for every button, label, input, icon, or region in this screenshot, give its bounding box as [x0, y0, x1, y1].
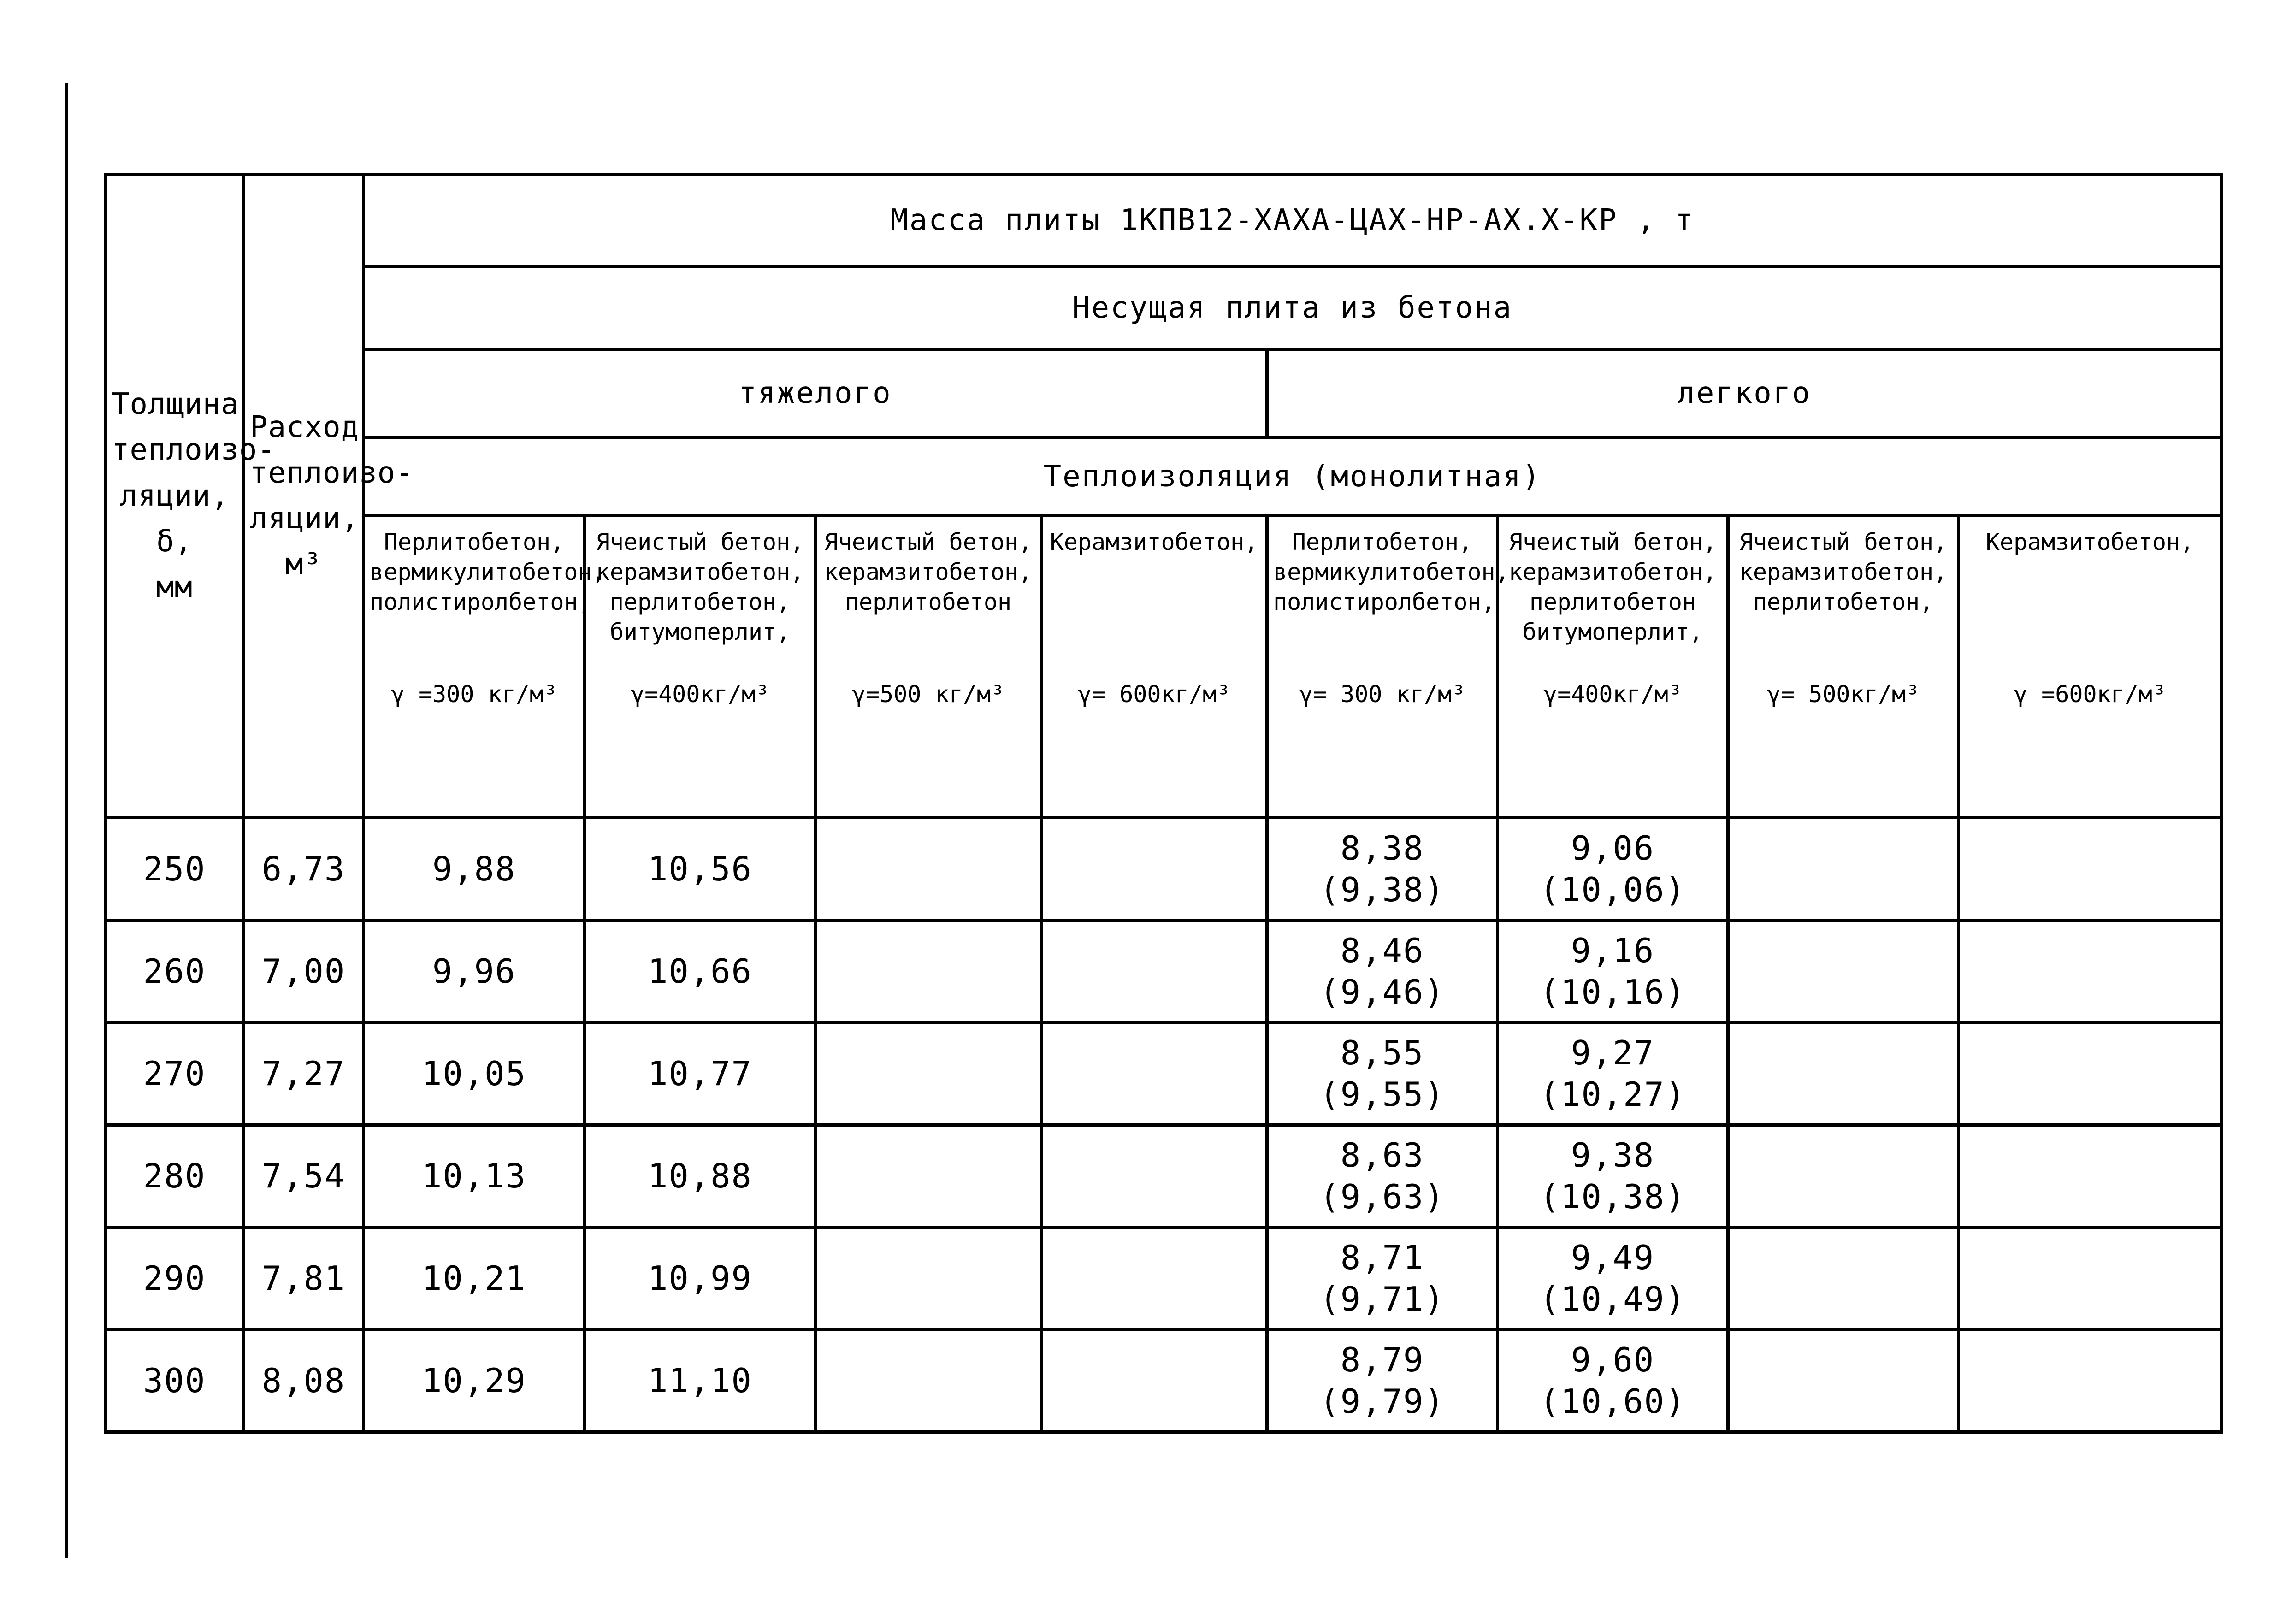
mass-cell	[815, 1125, 1041, 1227]
mass-cell: 10,66	[585, 920, 815, 1022]
thickness-cell: 280	[106, 1125, 244, 1227]
mass-cell	[1959, 1125, 2221, 1227]
mass-cell: 9,88	[364, 818, 585, 920]
mass-cell: 9,60 (10,60)	[1498, 1329, 1728, 1432]
mass-cell: 9,49 (10,49)	[1498, 1227, 1728, 1329]
mass-cell	[815, 920, 1041, 1022]
material-header: Перлитобетон, вермикулитобетон, полистиролбетон, γ =300 кг/м³	[364, 516, 585, 818]
table-row	[106, 1022, 2221, 1125]
consumption-cell: 7,54	[244, 1125, 364, 1227]
mass-cell	[815, 1329, 1041, 1432]
thickness-cell: 250	[106, 818, 244, 920]
heavy-concrete-header: тяжелого	[364, 350, 1267, 437]
light-concrete-header: легкого	[1267, 350, 2221, 437]
consumption-header: Расход теплоизо- ляции, м³	[244, 175, 364, 818]
mass-cell: 10,21	[364, 1227, 585, 1329]
table-row	[106, 1329, 2221, 1432]
mass-cell: 10,88	[585, 1125, 815, 1227]
material-header: Ячеистый бетон, керамзитобетон, перлитобетон, битумоперлит, γ=400кг/м³	[585, 516, 815, 818]
mass-cell	[1728, 920, 1959, 1022]
mass-cell	[1728, 1125, 1959, 1227]
material-header: Ячеистый бетон, керамзитобетон, перлитобетон γ=500 кг/м³	[815, 516, 1041, 818]
mass-cell: 9,06 (10,06)	[1498, 818, 1728, 920]
mass-cell: 9,16 (10,16)	[1498, 920, 1728, 1022]
mass-cell: 8,63 (9,63)	[1267, 1125, 1498, 1227]
mass-cell	[1728, 1329, 1959, 1432]
mass-cell: 11,10	[585, 1329, 815, 1432]
mass-cell: 10,13	[364, 1125, 585, 1227]
mass-cell: 9,96	[364, 920, 585, 1022]
material-header: Ячеистый бетон, керамзитобетон, перлитобетон, γ= 500кг/м³	[1728, 516, 1959, 818]
table-row	[106, 1227, 2221, 1329]
consumption-cell: 6,73	[244, 818, 364, 920]
mass-cell	[1041, 1329, 1267, 1432]
material-header: Керамзитобетон, γ= 600кг/м³	[1041, 516, 1267, 818]
mass-cell	[1959, 1329, 2221, 1432]
mass-cell: 10,99	[585, 1227, 815, 1329]
mass-cell	[1041, 1227, 1267, 1329]
material-header: Керамзитобетон, γ =600кг/м³	[1959, 516, 2221, 818]
carrier-plate-header: Несущая плита из бетона	[364, 267, 2221, 350]
mass-cell: 8,79 (9,79)	[1267, 1329, 1498, 1432]
mass-cell	[815, 818, 1041, 920]
consumption-cell: 7,00	[244, 920, 364, 1022]
thickness-cell: 290	[106, 1227, 244, 1329]
mass-cell	[1959, 920, 2221, 1022]
mass-cell: 8,71 (9,71)	[1267, 1227, 1498, 1329]
mass-cell	[815, 1227, 1041, 1329]
mass-cell	[1041, 920, 1267, 1022]
mass-cell	[1041, 818, 1267, 920]
mass-cell	[1041, 1125, 1267, 1227]
material-header: Ячеистый бетон, керамзитобетон, перлитобетон битумоперлит, γ=400кг/м³	[1498, 516, 1728, 818]
mass-cell: 10,05	[364, 1022, 585, 1125]
mass-cell: 10,77	[585, 1022, 815, 1125]
mass-cell: 8,46 (9,46)	[1267, 920, 1498, 1022]
margin-line	[65, 83, 68, 1558]
plate-mass-table	[104, 173, 2223, 1434]
mass-cell: 10,56	[585, 818, 815, 920]
table-row	[106, 920, 2221, 1022]
mass-cell	[1959, 818, 2221, 920]
thickness-cell: 260	[106, 920, 244, 1022]
mass-cell	[1959, 1227, 2221, 1329]
consumption-cell: 8,08	[244, 1329, 364, 1432]
mass-cell: 9,38 (10,38)	[1498, 1125, 1728, 1227]
thickness-cell: 270	[106, 1022, 244, 1125]
consumption-cell: 7,27	[244, 1022, 364, 1125]
mass-cell	[1728, 1227, 1959, 1329]
table-row	[106, 818, 2221, 920]
mass-cell: 8,38 (9,38)	[1267, 818, 1498, 920]
insulation-header: Теплоизоляция (монолитная)	[364, 437, 2221, 516]
mass-cell	[1041, 1022, 1267, 1125]
mass-cell	[1959, 1022, 2221, 1125]
table-title: Масса плиты 1КПВ12-ХАХА-ЦАХ-НР-АХ.Х-КР , т	[364, 175, 2221, 267]
mass-cell: 8,55 (9,55)	[1267, 1022, 1498, 1125]
mass-cell	[1728, 818, 1959, 920]
material-header: Перлитобетон, вермикулитобетон, полистиролбетон, γ= 300 кг/м³	[1267, 516, 1498, 818]
mass-cell: 10,29	[364, 1329, 585, 1432]
thickness-header: Толщина теплоизо- ляции, δ, мм	[106, 175, 244, 818]
mass-cell	[815, 1022, 1041, 1125]
mass-cell	[1728, 1022, 1959, 1125]
thickness-cell: 300	[106, 1329, 244, 1432]
table-row	[106, 1125, 2221, 1227]
consumption-cell: 7,81	[244, 1227, 364, 1329]
mass-cell: 9,27 (10,27)	[1498, 1022, 1728, 1125]
